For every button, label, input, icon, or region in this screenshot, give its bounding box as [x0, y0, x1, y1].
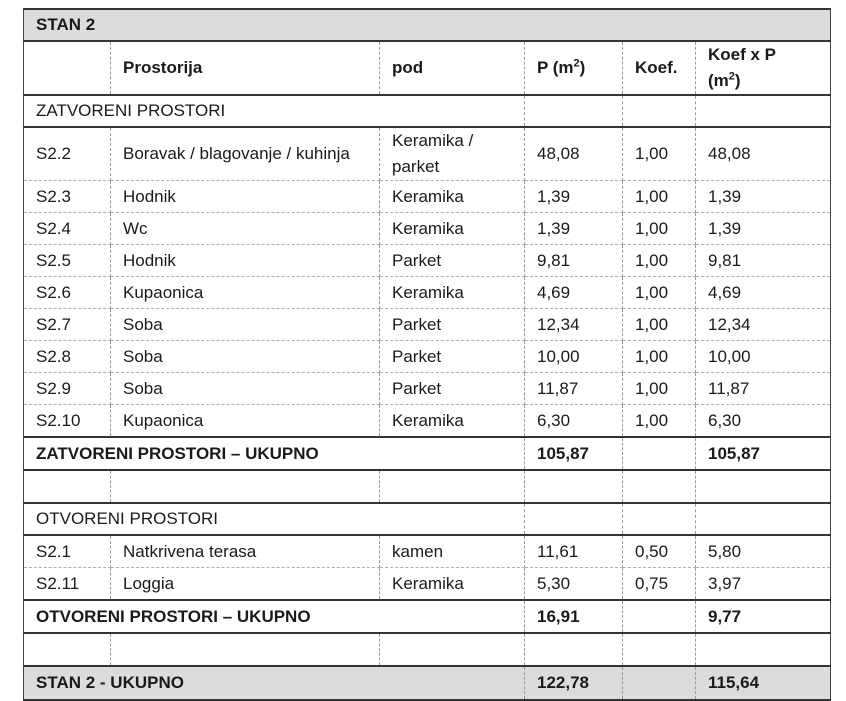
room-name: Wc: [111, 213, 380, 245]
coefficient: 1,00: [623, 213, 696, 245]
area: 6,30: [525, 405, 623, 438]
grand-total-kp: 115,64: [696, 666, 831, 700]
room-name: Soba: [111, 309, 380, 341]
coefficient: 1,00: [623, 245, 696, 277]
header-p: [525, 41, 623, 95]
room-id: S2.6: [24, 277, 111, 309]
room-id: S2.10: [24, 405, 111, 438]
blank-row: [24, 633, 831, 666]
room-id: S2.7: [24, 309, 111, 341]
weighted-area: 9,81: [696, 245, 831, 277]
header-koefp-sup: 2: [728, 70, 735, 83]
table-row: [24, 405, 831, 438]
header-p-sup: 2: [573, 57, 580, 70]
area: 48,08: [525, 127, 623, 181]
room-id: S2.4: [24, 213, 111, 245]
floor-type: Keramika: [380, 405, 525, 438]
area: 10,00: [525, 341, 623, 373]
closed-total-kp: 105,87: [696, 437, 831, 470]
table-title: STAN 2: [24, 9, 831, 41]
header-koefp-open: (m: [708, 71, 729, 90]
weighted-area: 11,87: [696, 373, 831, 405]
weighted-area: 1,39: [696, 181, 831, 213]
table-row: [24, 277, 831, 309]
weighted-area: 6,30: [696, 405, 831, 438]
area: 1,39: [525, 213, 623, 245]
grand-total-row: [24, 666, 831, 700]
area: 4,69: [525, 277, 623, 309]
closed-total-row: [24, 437, 831, 470]
header-koefp-close: ): [734, 71, 741, 90]
coefficient: 1,00: [623, 277, 696, 309]
area: 11,61: [525, 535, 623, 568]
table-row: [24, 373, 831, 405]
table-row: [24, 245, 831, 277]
header-pod: pod: [380, 41, 525, 95]
coefficient: 1,00: [623, 181, 696, 213]
table-row: [24, 568, 831, 601]
floor-type: Parket: [380, 245, 525, 277]
table-row: [24, 213, 831, 245]
weighted-area: 4,69: [696, 277, 831, 309]
room-id: S2.2: [24, 127, 111, 181]
room-id: S2.9: [24, 373, 111, 405]
section-title-open: OTVORENI PROSTORI: [24, 503, 525, 535]
floor-type: kamen: [380, 535, 525, 568]
room-id: S2.3: [24, 181, 111, 213]
header-prostorija: Prostorija: [111, 41, 380, 95]
blank-row: [24, 470, 831, 503]
area: 9,81: [525, 245, 623, 277]
floor-type: Keramika: [380, 181, 525, 213]
area-table: [23, 8, 831, 701]
floor-type: Keramika / parket: [380, 127, 525, 181]
header-koef: Koef.: [623, 41, 696, 95]
floor-type: Parket: [380, 341, 525, 373]
grand-total-label: STAN 2 - UKUPNO: [24, 666, 525, 700]
grand-total-p: 122,78: [525, 666, 623, 700]
area: 12,34: [525, 309, 623, 341]
weighted-area: 5,80: [696, 535, 831, 568]
weighted-area: 3,97: [696, 568, 831, 601]
room-name: Hodnik: [111, 245, 380, 277]
header-p-close: ): [579, 58, 586, 77]
weighted-area: 12,34: [696, 309, 831, 341]
coefficient: 0,75: [623, 568, 696, 601]
header-p-text: P (m: [537, 58, 574, 77]
floor-type: Parket: [380, 373, 525, 405]
table-row: [24, 127, 831, 181]
room-name: Kupaonica: [111, 405, 380, 438]
table-row: [24, 181, 831, 213]
weighted-area: 10,00: [696, 341, 831, 373]
section-row-closed: [24, 95, 831, 127]
header-koefp-line1: Koef x P: [708, 45, 777, 64]
room-name: Boravak / blagovanje / kuhinja: [111, 127, 380, 181]
room-id: S2.5: [24, 245, 111, 277]
room-name: Soba: [111, 341, 380, 373]
coefficient: 1,00: [623, 373, 696, 405]
room-name: Natkrivena terasa: [111, 535, 380, 568]
room-name: Hodnik: [111, 181, 380, 213]
header-koefp: [696, 41, 831, 95]
section-title-closed: ZATVORENI PROSTORI: [24, 95, 525, 127]
floor-type: Keramika: [380, 277, 525, 309]
table-row: [24, 535, 831, 568]
coefficient: 1,00: [623, 405, 696, 438]
header-id: [24, 41, 111, 95]
closed-total-p: 105,87: [525, 437, 623, 470]
weighted-area: 1,39: [696, 213, 831, 245]
coefficient: 1,00: [623, 309, 696, 341]
coefficient: 1,00: [623, 127, 696, 181]
weighted-area: 48,08: [696, 127, 831, 181]
room-name: Soba: [111, 373, 380, 405]
open-total-label: OTVORENI PROSTORI – UKUPNO: [24, 600, 525, 633]
room-id: S2.1: [24, 535, 111, 568]
table-title-row: [24, 9, 831, 41]
room-id: S2.11: [24, 568, 111, 601]
open-total-row: [24, 600, 831, 633]
section-row-open: [24, 503, 831, 535]
area: 11,87: [525, 373, 623, 405]
area: 5,30: [525, 568, 623, 601]
room-id: S2.8: [24, 341, 111, 373]
table-row: [24, 309, 831, 341]
coefficient: 1,00: [623, 341, 696, 373]
room-name: Loggia: [111, 568, 380, 601]
table-row: [24, 341, 831, 373]
room-name: Kupaonica: [111, 277, 380, 309]
area: 1,39: [525, 181, 623, 213]
floor-type: Keramika: [380, 568, 525, 601]
header-row: [24, 41, 831, 95]
floor-type: Parket: [380, 309, 525, 341]
open-total-kp: 9,77: [696, 600, 831, 633]
coefficient: 0,50: [623, 535, 696, 568]
floor-type: Keramika: [380, 213, 525, 245]
open-total-p: 16,91: [525, 600, 623, 633]
closed-total-label: ZATVORENI PROSTORI – UKUPNO: [24, 437, 525, 470]
